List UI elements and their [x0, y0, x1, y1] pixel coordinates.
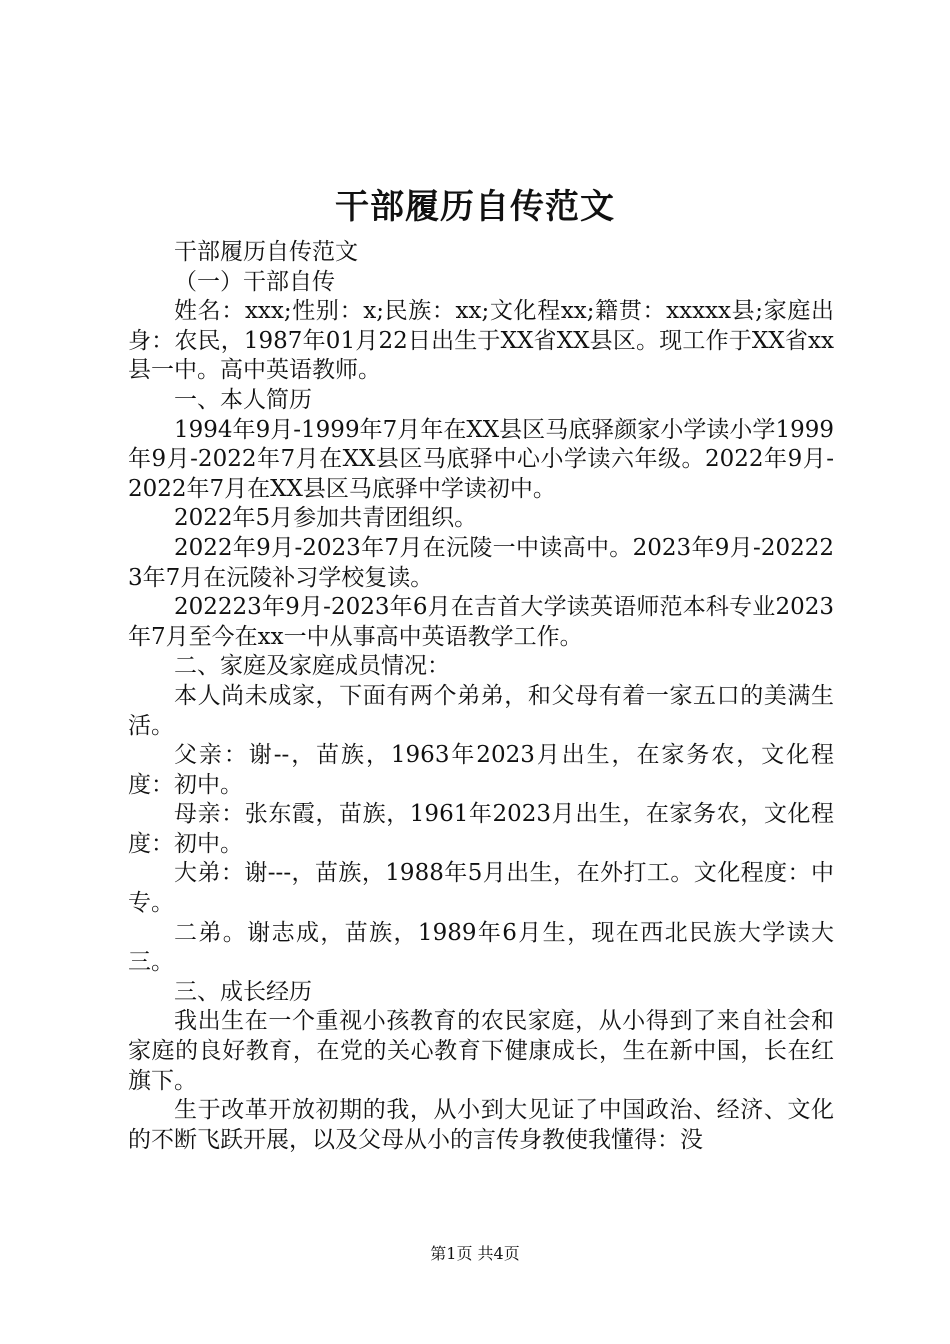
paragraph-education-early: 1994年9月-1999年7月年在XX县区马底驿颜家小学读小学1999年9月-2022年7月在XX县区马底驿中心小学读六年级。2022年9月-2022年7月在XX县区马底驿中学读初中。 — [128, 416, 834, 502]
paragraph-subtitle: 干部履历自传范文 — [174, 239, 358, 265]
paragraph-younger-brother: 二弟。谢志成，苗族，1989年6月生，现在西北民族大学读大三。 — [128, 919, 834, 976]
paragraph-personal-info: 姓名：xxx;性别：x;民族：xx;文化程xx;籍贯：xxxxx县;家庭出身：农民，1987年01月22日出生于XX省XX县区。现工作于XX省xx县一中。高中英语教师。 — [128, 298, 834, 384]
page-number-footer: 第1页 共4页 — [430, 1244, 520, 1263]
paragraph-section-cadre-autobiography: （一）干部自传 — [174, 268, 335, 295]
paragraph-family-overview: 本人尚未成家，下面有两个弟弟，和父母有着一家五口的美满生活。 — [128, 682, 834, 739]
document-body — [128, 238, 834, 1155]
heading-family: 二、家庭及家庭成员情况： — [174, 653, 450, 680]
paragraph-growth-2: 生于改革开放初期的我，从小到大见证了中国政治、经济、文化的不断飞跃开展，以及父母从小的言传身教使我懂得：没 — [128, 1097, 834, 1153]
document-title: 干部履历自传范文 — [335, 187, 615, 227]
paragraph-youth-league: 2022年5月参加共青团组织。 — [174, 505, 478, 532]
paragraph-growth-1: 我出生在一个重视小孩教育的农民家庭，从小得到了来自社会和家庭的良好教育，在党的关心教育下健康成长，生在新中国，长在红旗下。 — [128, 1008, 834, 1094]
paragraph-elder-brother: 大弟：谢---，苗族，1988年5月出生，在外打工。文化程度：中专。 — [128, 860, 834, 917]
paragraph-university-work: 202223年9月-2023年6月在吉首大学读英语师范本科专业2023年7月至今在xx一中从事高中英语教学工作。 — [128, 594, 834, 650]
paragraph-high-school: 2022年9月-2023年7月在沅陵一中读高中。2023年9月-202223年7月在沅陵补习学校复读。 — [128, 534, 834, 591]
heading-growth: 三、成长经历 — [174, 978, 312, 1005]
heading-resume: 一、本人简历 — [174, 386, 312, 413]
paragraph-mother: 母亲：张东霞，苗族，1961年2023月出生，在家务农，文化程度：初中。 — [128, 801, 834, 857]
paragraph-father: 父亲：谢--，苗族，1963年2023月出生，在家务农，文化程度：初中。 — [128, 742, 834, 798]
